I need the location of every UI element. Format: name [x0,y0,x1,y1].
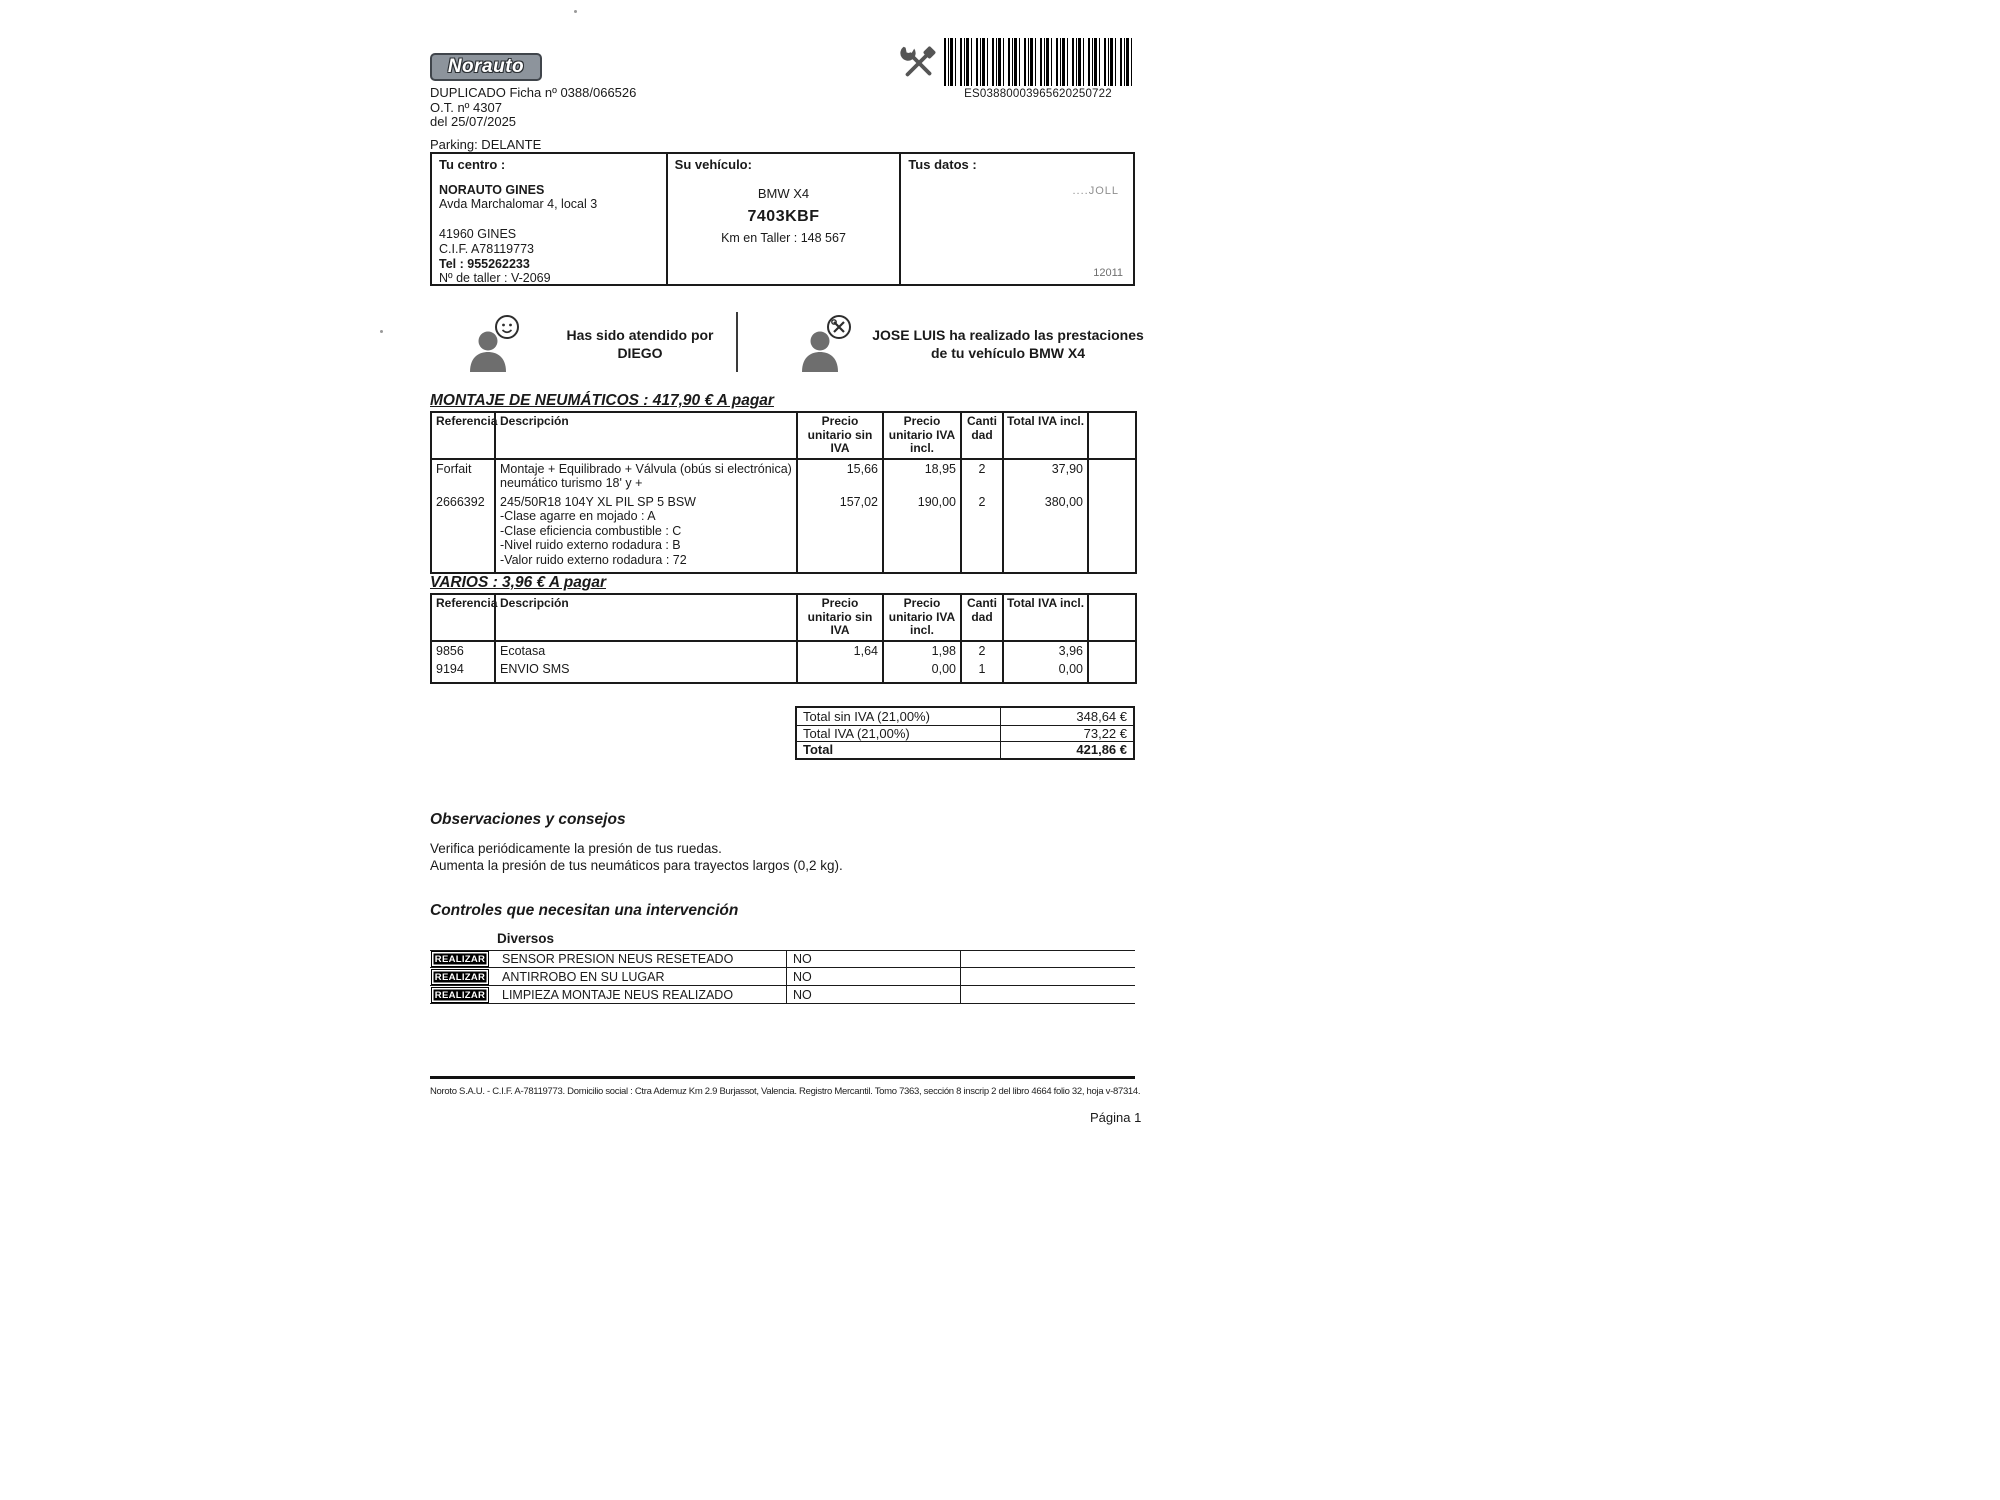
total-row [797,741,1133,758]
norauto-logo-text: Norauto [447,56,525,77]
scan-speck [574,10,577,13]
control-label: SENSOR PRESION NEUS RESETEADO [502,952,734,966]
header-cell-referencia: Referencia [431,412,495,459]
observacion-line: Verifica periódicamente la presión de tus ruedas. [430,841,722,856]
observacion-line: Aumenta la presión de tus neumáticos para trayectos largos (0,2 kg). [430,858,843,873]
cell-total: 37,90 [1003,459,1088,493]
control-row [430,986,1135,1004]
header-cell-cantidad: Cantidad [961,412,1003,459]
control-empty-cell [961,986,1135,1003]
cell-cantidad: 2 [961,493,1003,574]
montaje-table [430,411,1137,574]
montaje-row-forfait [431,459,1136,493]
control-value: NO [786,968,961,985]
cell-referencia: 2666392 [431,493,495,574]
centro-taller-number: Nº de taller : V-2069 [439,271,551,286]
varios-row-ecotasa [431,641,1136,661]
cell-precio-sin-iva: 157,02 [797,493,883,574]
cell-empty [1088,660,1136,683]
norauto-logo [430,53,542,81]
total-iva-value: 73,22 € [1083,725,1127,741]
cell-referencia: 9856 [431,641,495,661]
varios-header-row [431,594,1136,641]
customer-column [899,154,1133,284]
total-iva-row [797,725,1133,742]
desc-line: 245/50R18 104Y XL PIL SP 5 BSW [500,494,696,509]
header-cell-precio-iva: Precio unitario IVA incl. [883,412,961,459]
cell-cantidad: 2 [961,459,1003,493]
vehicle-km: Km en Taller : 148 567 [721,231,846,246]
header-cell-precio-iva: Precio unitario IVA incl. [883,594,961,641]
attended-by-text [538,326,742,362]
diversos-subtitle: Diversos [497,931,555,946]
header-cell-empty [1088,594,1136,641]
vertical-divider [736,312,738,372]
work-done-line2: de tu vehículo BMW X4 [930,345,1085,361]
date-line: del 25/07/2025 [430,114,517,129]
cell-empty [1088,459,1136,493]
cell-descripcion [495,641,797,661]
total-sin-iva-label: Total sin IVA (21,00%) [797,708,1001,725]
header-cell-descripcion: Descripción [495,412,797,459]
cell-precio-iva: 1,98 [883,641,961,661]
control-value: NO [786,951,961,967]
cell-descripcion [495,459,797,493]
attended-by-line1: Has sido atendido por [566,327,714,343]
centro-address: Avda Marchalomar 4, local 3 [439,197,598,212]
desc-line: -Clase agarre en mojado : A [500,509,656,523]
customer-title: Tus datos : [908,157,977,172]
total-iva-label: Total IVA (21,00%) [797,726,1001,742]
varios-table [430,593,1137,684]
work-done-by-text [860,326,1156,362]
advisor-smiley-icon [466,314,524,372]
montaje-header-row [431,412,1136,459]
vehicle-column [666,154,900,284]
realizar-badge: REALIZAR [431,987,489,1003]
customer-redacted-fragment: ....JOLL [1072,185,1119,197]
control-label: ANTIRROBO EN SU LUGAR [502,969,665,984]
header-cell-total-iva: Total IVA incl. [1003,412,1088,459]
control-row [430,968,1135,986]
parking-line: Parking: DELANTE [430,137,542,152]
cell-precio-iva: 0,00 [883,660,961,683]
legal-footer-text: Noroto S.A.U. - C.I.F. A-78119773. Domicilio social : Ctra Ademuz Km 2.9 Burjassot, Valencia. Registro Mercantil. Tomo 7363, sección 8 inscrip 2 del libro 4664 folio 32, hoja v-87314. [430,1086,1141,1097]
observaciones-title: Observaciones y consejos [430,811,626,828]
varios-section-title: VARIOS : 3,96 € A pagar [430,574,607,591]
centro-cif: C.I.F. A78119773 [439,241,534,256]
header-cell-total-iva: Total IVA incl. [1003,594,1088,641]
controles-title: Controles que necesitan una intervención [430,902,739,919]
cell-precio-iva: 190,00 [883,493,961,574]
cell-referencia: Forfait [431,459,495,493]
totals-box [795,706,1135,760]
desc-line: ENVIO SMS [500,662,570,676]
cell-empty [1088,493,1136,574]
cell-descripcion [495,660,797,683]
header-cell-precio-sin-iva: Precio unitario sin IVA [797,594,883,641]
barcode [944,38,1132,86]
badge-cell [430,951,498,967]
desc-line: -Clase eficiencia combustible : C [500,523,682,538]
centro-city: 41960 GINES [439,227,517,242]
header-cell-descripcion: Descripción [495,594,797,641]
montaje-section-title: MONTAJE DE NEUMÁTICOS : 417,90 € A pagar [430,392,774,409]
ot-number-line: O.T. nº 4307 [430,100,502,115]
header-cell-cantidad: Cantidad [961,594,1003,641]
cell-cantidad: 2 [961,641,1003,661]
header-cell-referencia: Referencia [431,594,495,641]
total-sin-iva-row [797,708,1133,725]
mechanic-tools-icon [798,314,856,372]
desc-line: neumático turismo 18' y + [500,476,643,490]
tools-icon [898,42,940,84]
cell-total: 3,96 [1003,641,1088,661]
cell-precio-iva: 18,95 [883,459,961,493]
info-box [430,152,1135,286]
centro-name: NORAUTO GINES [439,182,545,197]
controls-table [430,950,1135,1004]
centro-phone: Tel : 955262233 [439,256,530,271]
cell-precio-sin-iva: 1,64 [797,641,883,661]
barcode-value: ES03880003965620250722 [964,88,1112,100]
cell-empty [1088,641,1136,661]
desc-line: Ecotasa [500,643,546,658]
badge-cell [430,987,498,1003]
cell-referencia: 9194 [431,660,495,683]
badge-cell [430,969,498,985]
realizar-badge: REALIZAR [431,969,489,985]
duplicado-line: DUPLICADO Ficha nº 0388/066526 [430,85,637,100]
vehicle-title: Su vehículo: [674,157,752,172]
vehicle-model: BMW X4 [757,185,810,201]
footer-divider [430,1076,1135,1079]
desc-line: Montaje + Equilibrado + Válvula (obús si electrónica) [500,461,792,476]
centro-title: Tu centro : [439,157,506,172]
realizar-badge: REALIZAR [431,951,489,967]
vehicle-plate: 7403KBF [747,208,820,226]
control-value: NO [786,986,961,1003]
customer-redacted-fragment: 12011 [1093,267,1123,280]
cell-precio-sin-iva [797,660,883,683]
desc-line: -Valor ruido externo rodadura : 72 [500,552,687,567]
total-value: 421,86 € [1076,742,1127,758]
cell-precio-sin-iva: 15,66 [797,459,883,493]
centro-column [432,154,666,284]
desc-line: -Nivel ruido externo rodadura : B [500,538,681,552]
work-done-line1: JOSE LUIS ha realizado las prestaciones [872,327,1144,343]
varios-row-envio-sms [431,660,1136,683]
control-label: LIMPIEZA MONTAJE NEUS REALIZADO [502,987,734,1002]
montaje-row-neumaticos [431,493,1136,574]
scan-speck [380,330,383,333]
total-sin-iva-value: 348,64 € [1076,708,1127,724]
cell-cantidad: 1 [961,660,1003,683]
header-cell-precio-sin-iva: Precio unitario sin IVA [797,412,883,459]
control-empty-cell [961,968,1135,985]
cell-total: 0,00 [1003,660,1088,683]
attended-by-name: DIEGO [617,345,663,361]
cell-total: 380,00 [1003,493,1088,574]
total-label: Total [797,742,1001,758]
cell-descripcion [495,493,797,574]
control-row [430,950,1135,968]
page-number: Página 1 [1090,1110,1142,1125]
control-empty-cell [961,951,1135,967]
header-cell-empty [1088,412,1136,459]
